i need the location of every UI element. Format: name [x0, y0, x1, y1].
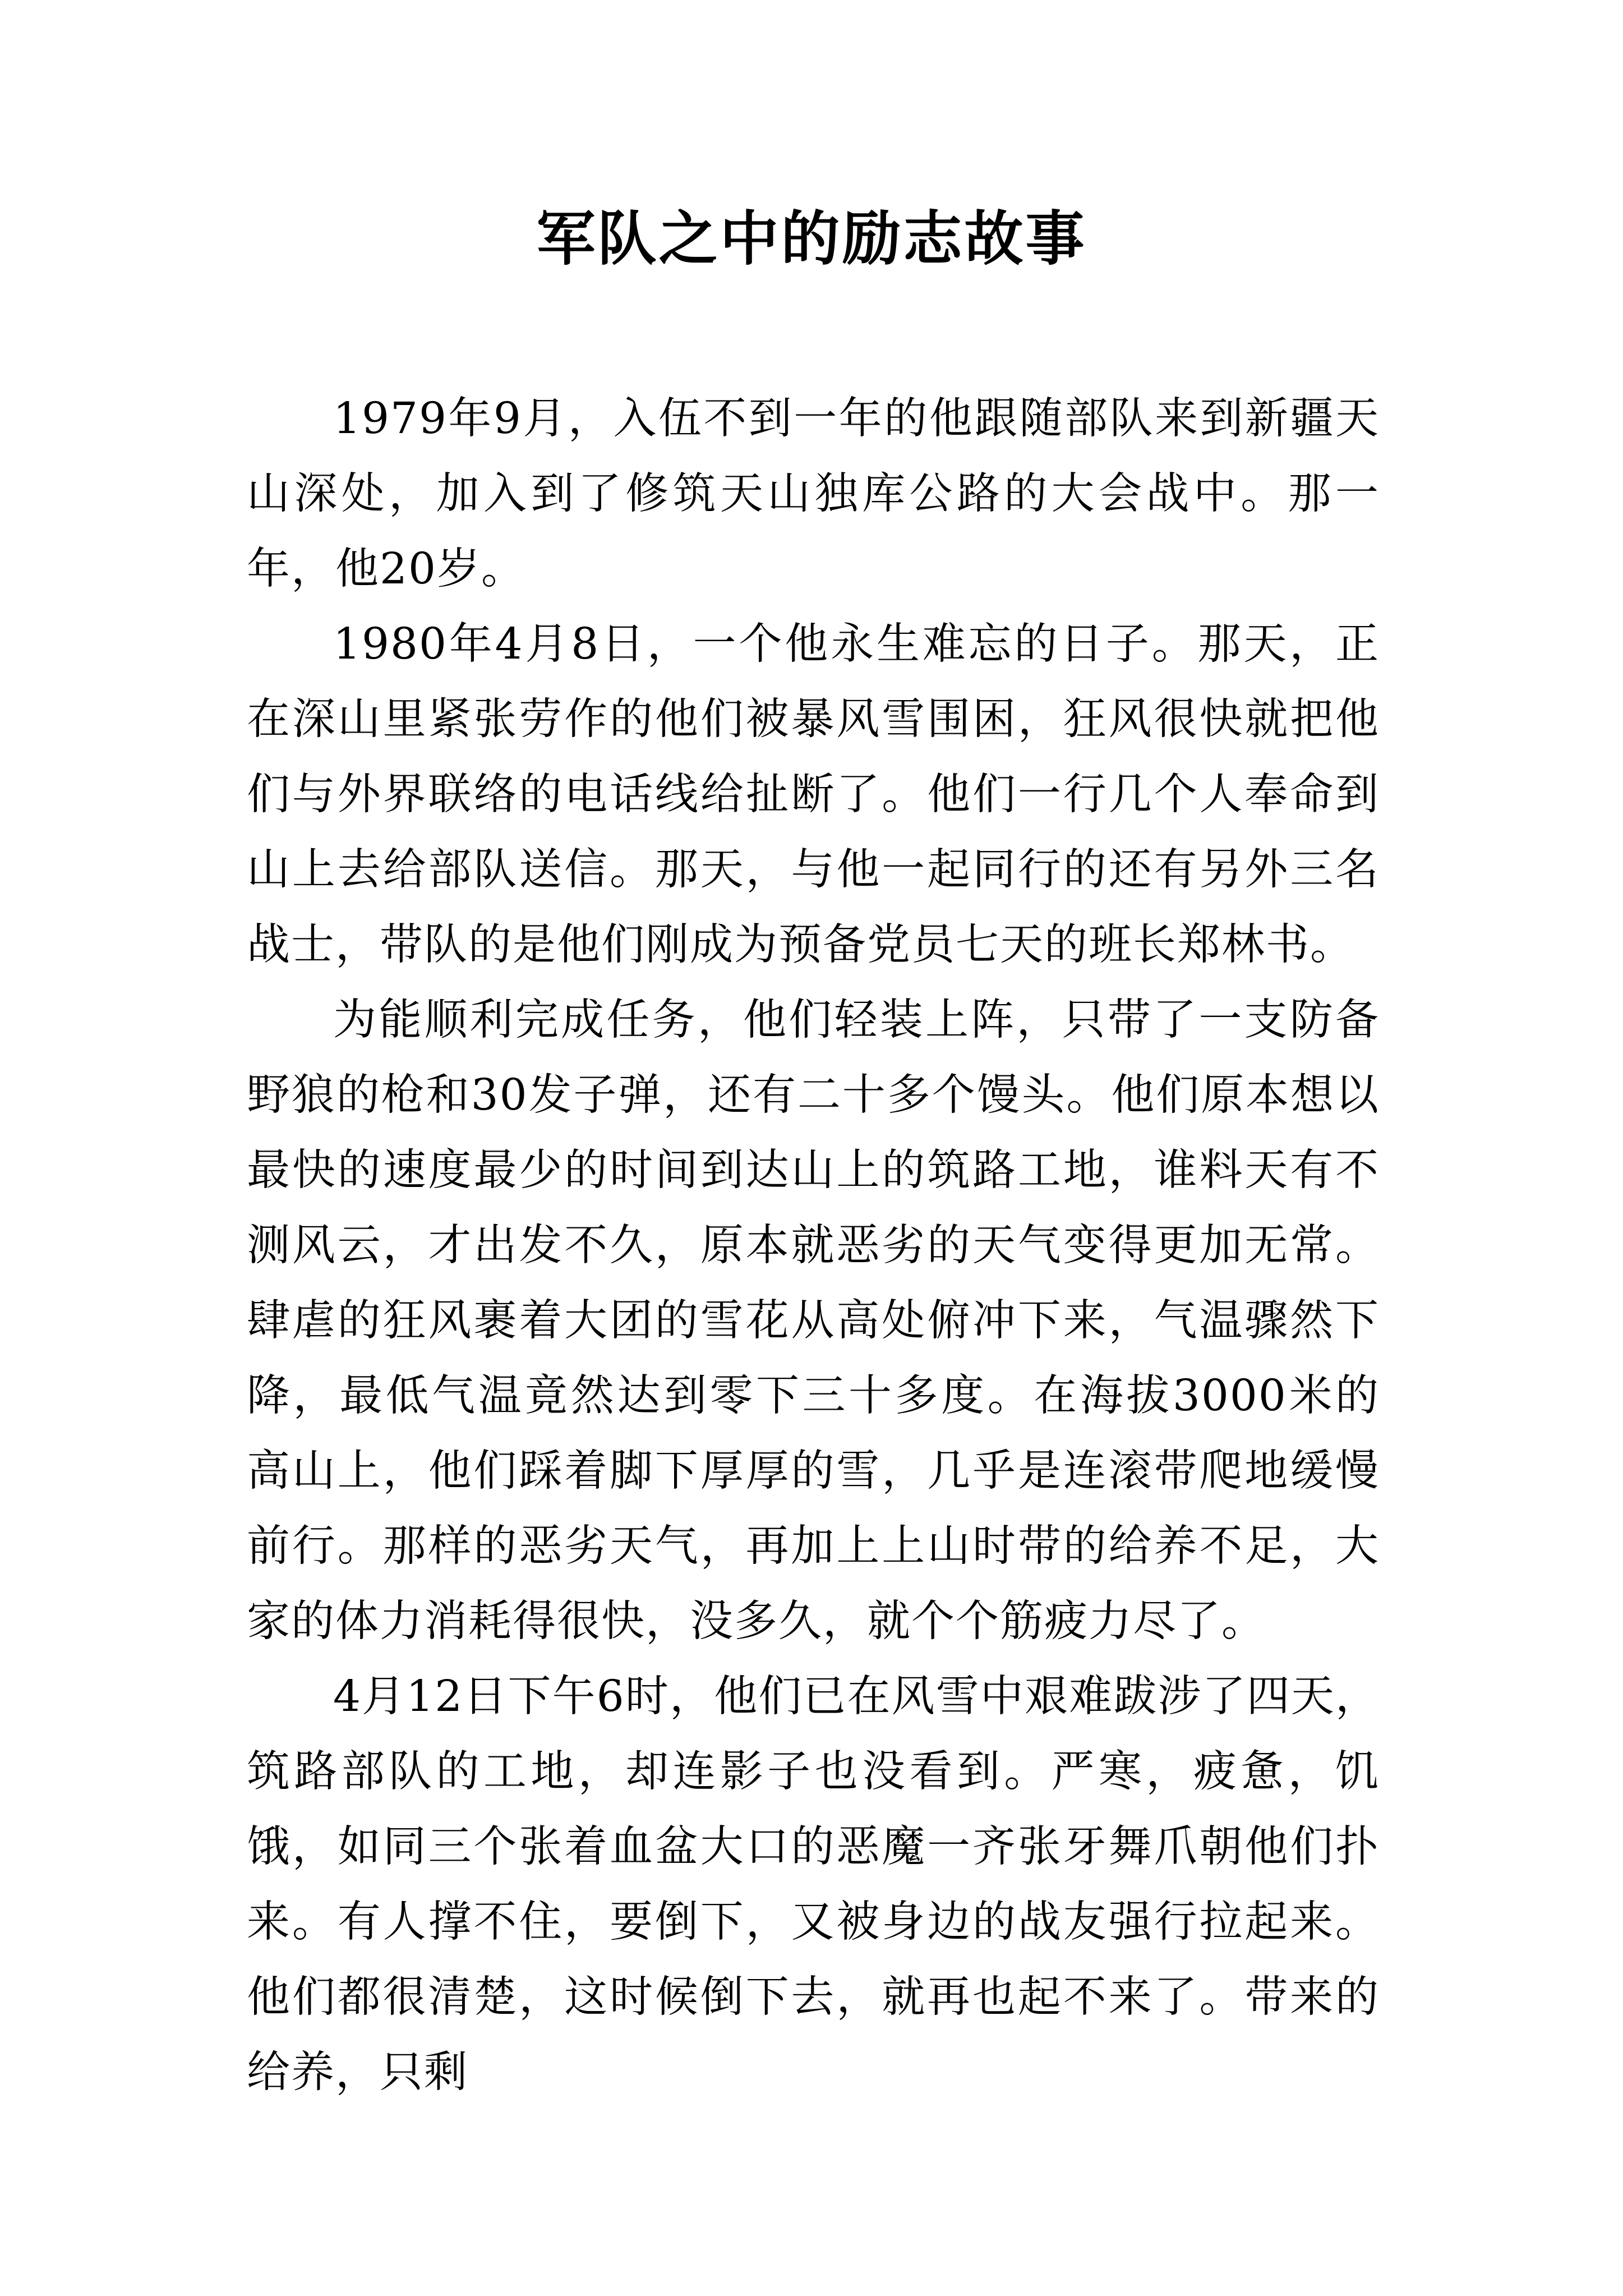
paragraph-1: 1979年9月，入伍不到一年的他跟随部队来到新疆天山深处，加入到了修筑天山独库公路的大会战中。那一年，他20岁。: [247, 394, 1380, 594]
paragraph-3: 为能顺利完成任务，他们轻装上阵，只带了一支防备野狼的枪和30发子弹，还有二十多个馒头。他们原本想以最快的速度最少的时间到达山上的筑路工地，谁料天有不测风云，才出发不久，原本就恶劣的天气变得更加无常。肆虐的狂风裹着大团的雪花从高处俯冲下来，气温骤然下降，最低气温竟然达到零下三十多度。在海拔3000米的高山上，他们踩着脚下厚厚的雪，几乎是连滚带爬地缓慢前行。那样的恶劣天气，再加上上山时带的给养不足，大家的体力消耗得很快，没多久，就个个筋疲力尽了。: [247, 995, 1380, 1646]
paragraph-4: 4月12日下午6时，他们已在风雪中艰难跋涉了四天，筑路部队的工地，却连影子也没看到。严寒，疲惫，饥饿，如同三个张着血盆大口的恶魔一齐张牙舞爪朝他们扑来。有人撑不住，要倒下，又被身边的战友强行拉起来。他们都很清楚，这时候倒下去，就再也起不来了。带来的给养，只剩: [247, 1672, 1380, 2097]
document-title: 军队之中的励志故事: [536, 204, 1087, 273]
document-body: [247, 381, 1380, 2110]
paragraph-2: 1980年4月8日，一个他永生难忘的日子。那天，正在深山里紧张劳作的他们被暴风雪围困，狂风很快就把他们与外界联络的电话线给扯断了。他们一行几个人奉命到山上去给部队送信。那天，与他一起同行的还有另外三名战士，带队的是他们刚成为预备党员七天的班长郑林书。: [247, 619, 1380, 970]
